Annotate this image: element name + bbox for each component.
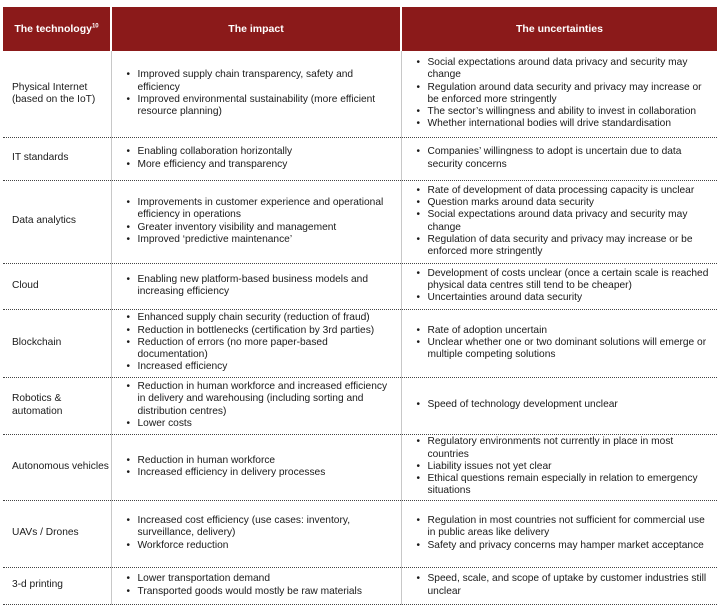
impact-list [125, 274, 397, 298]
uncertainties-item: • Regulation around data security and privacy may increase or be enforced more stringently [415, 82, 714, 106]
uncertainties-list [415, 185, 714, 258]
uncertainties-cell [401, 309, 717, 377]
header-technology-label: The technology [14, 23, 92, 35]
impact-item: • Increased efficiency in delivery processes [125, 467, 397, 479]
table-row [3, 51, 717, 137]
uncertainties-list [415, 57, 714, 130]
impact-item: • More efficiency and transparency [125, 159, 397, 171]
impact-list [125, 69, 397, 118]
impact-item: • Reduction of errors (no more paper-based documentation) [125, 337, 397, 361]
impact-item: • Improvements in customer experience and operational efficiency in operations [125, 197, 397, 221]
uncertainties-item: • Speed of technology development unclear [415, 399, 714, 411]
impact-item: • Increased cost efficiency (use cases: inventory, surveillance, delivery) [125, 515, 397, 539]
technology-name: Cloud [3, 263, 111, 309]
impact-item: • Workforce reduction [125, 540, 397, 552]
uncertainties-cell [401, 263, 717, 309]
impact-cell [111, 263, 401, 309]
uncertainties-item: • Speed, scale, and scope of uptake by customer industries still unclear [415, 573, 714, 597]
uncertainties-list [415, 325, 714, 362]
uncertainties-item: • The sector’s willingness and ability to invest in collaboration [415, 106, 714, 118]
impact-item: • Greater inventory visibility and management [125, 222, 397, 234]
impact-cell [111, 51, 401, 137]
impact-item: • Reduction in human workforce [125, 455, 397, 467]
uncertainties-item: • Rate of adoption uncertain [415, 325, 714, 337]
impact-item: • Reduction in human workforce and increased efficiency in delivery and warehousing (including sorting and distribution centres) [125, 381, 397, 418]
impact-cell [111, 137, 401, 180]
uncertainties-list [415, 399, 714, 411]
table-row [3, 263, 717, 309]
impact-item: • Lower costs [125, 418, 397, 430]
table-row [3, 137, 717, 180]
impact-cell [111, 377, 401, 434]
impact-item: • Transported goods would mostly be raw materials [125, 586, 397, 598]
impact-item: • Enabling collaboration horizontally [125, 146, 397, 158]
impact-list [125, 515, 397, 552]
impact-item: • Improved ‘predictive maintenance’ [125, 234, 397, 246]
table-body [3, 51, 717, 604]
impact-item: • Improved environmental sustainability (more efficient resource planning) [125, 94, 397, 118]
impact-list [125, 381, 397, 430]
impact-list [125, 455, 397, 479]
uncertainties-item: • Ethical questions remain especially in relation to emergency situations [415, 473, 714, 497]
impact-item: • Lower transportation demand [125, 573, 397, 585]
uncertainties-item: • Question marks around data security [415, 197, 714, 209]
uncertainties-item: • Whether international bodies will drive standardisation [415, 118, 714, 130]
uncertainties-cell [401, 137, 717, 180]
header-technology [3, 7, 111, 51]
uncertainties-list [415, 146, 714, 170]
uncertainties-cell [401, 567, 717, 604]
header-impact: The impact [111, 7, 401, 51]
technology-name: 3-d printing [3, 567, 111, 604]
uncertainties-list [415, 515, 714, 552]
impact-cell [111, 500, 401, 567]
table-row [3, 567, 717, 604]
uncertainties-list [415, 573, 714, 597]
uncertainties-item: • Uncertainties around data security [415, 292, 714, 304]
technology-name: Blockchain [3, 309, 111, 377]
uncertainties-item: • Liability issues not yet clear [415, 461, 714, 473]
technology-name: Robotics & automation [3, 377, 111, 434]
table-row [3, 180, 717, 263]
uncertainties-item: • Regulation of data security and privacy may increase or be enforced more stringently [415, 234, 714, 258]
impact-item: • Improved supply chain transparency, safety and efficiency [125, 69, 397, 93]
impact-item: • Reduction in bottlenecks (certification by 3rd parties) [125, 325, 397, 337]
footnote-ref: 10 [91, 23, 99, 30]
table-row [3, 500, 717, 567]
table-row [3, 377, 717, 434]
technology-name: Data analytics [3, 180, 111, 263]
uncertainties-cell [401, 180, 717, 263]
impact-item: • Enabling new platform-based business models and increasing efficiency [125, 274, 397, 298]
impact-item: • Increased efficiency [125, 361, 397, 373]
table-row [3, 309, 717, 377]
uncertainties-list [415, 268, 714, 305]
technology-name: Autonomous vehicles [3, 434, 111, 500]
uncertainties-cell [401, 434, 717, 500]
uncertainties-item: • Companies’ willingness to adopt is uncertain due to data security concerns [415, 146, 714, 170]
impact-list [125, 197, 397, 246]
uncertainties-item: • Unclear whether one or two dominant solutions will emerge or multiple competing solutions [415, 337, 714, 361]
impact-list [125, 573, 397, 597]
uncertainties-item: • Development of costs unclear (once a certain scale is reached physical data centres still tend to be cheaper) [415, 268, 714, 292]
technology-impact-table [3, 7, 717, 605]
impact-list [125, 312, 397, 373]
impact-list [125, 146, 397, 170]
technology-name: IT standards [3, 137, 111, 180]
header-uncertainties: The uncertainties [401, 7, 717, 51]
uncertainties-item: • Rate of development of data processing capacity is unclear [415, 185, 714, 197]
table-row [3, 434, 717, 500]
table-header-row [3, 7, 717, 51]
uncertainties-list [415, 436, 714, 497]
impact-cell [111, 309, 401, 377]
uncertainties-item: • Social expectations around data privacy and security may change [415, 209, 714, 233]
impact-cell [111, 434, 401, 500]
uncertainties-item: • Regulation in most countries not sufficient for commercial use in public areas like delivery [415, 515, 714, 539]
technology-name: Physical Internet (based on the IoT) [3, 51, 111, 137]
uncertainties-item: • Safety and privacy concerns may hamper market acceptance [415, 540, 714, 552]
uncertainties-cell [401, 500, 717, 567]
impact-item: • Enhanced supply chain security (reduction of fraud) [125, 312, 397, 324]
uncertainties-item: • Regulatory environments not currently in place in most countries [415, 436, 714, 460]
technology-name: UAVs / Drones [3, 500, 111, 567]
impact-cell [111, 180, 401, 263]
uncertainties-item: • Social expectations around data privacy and security may change [415, 57, 714, 81]
uncertainties-cell [401, 377, 717, 434]
uncertainties-cell [401, 51, 717, 137]
impact-cell [111, 567, 401, 604]
